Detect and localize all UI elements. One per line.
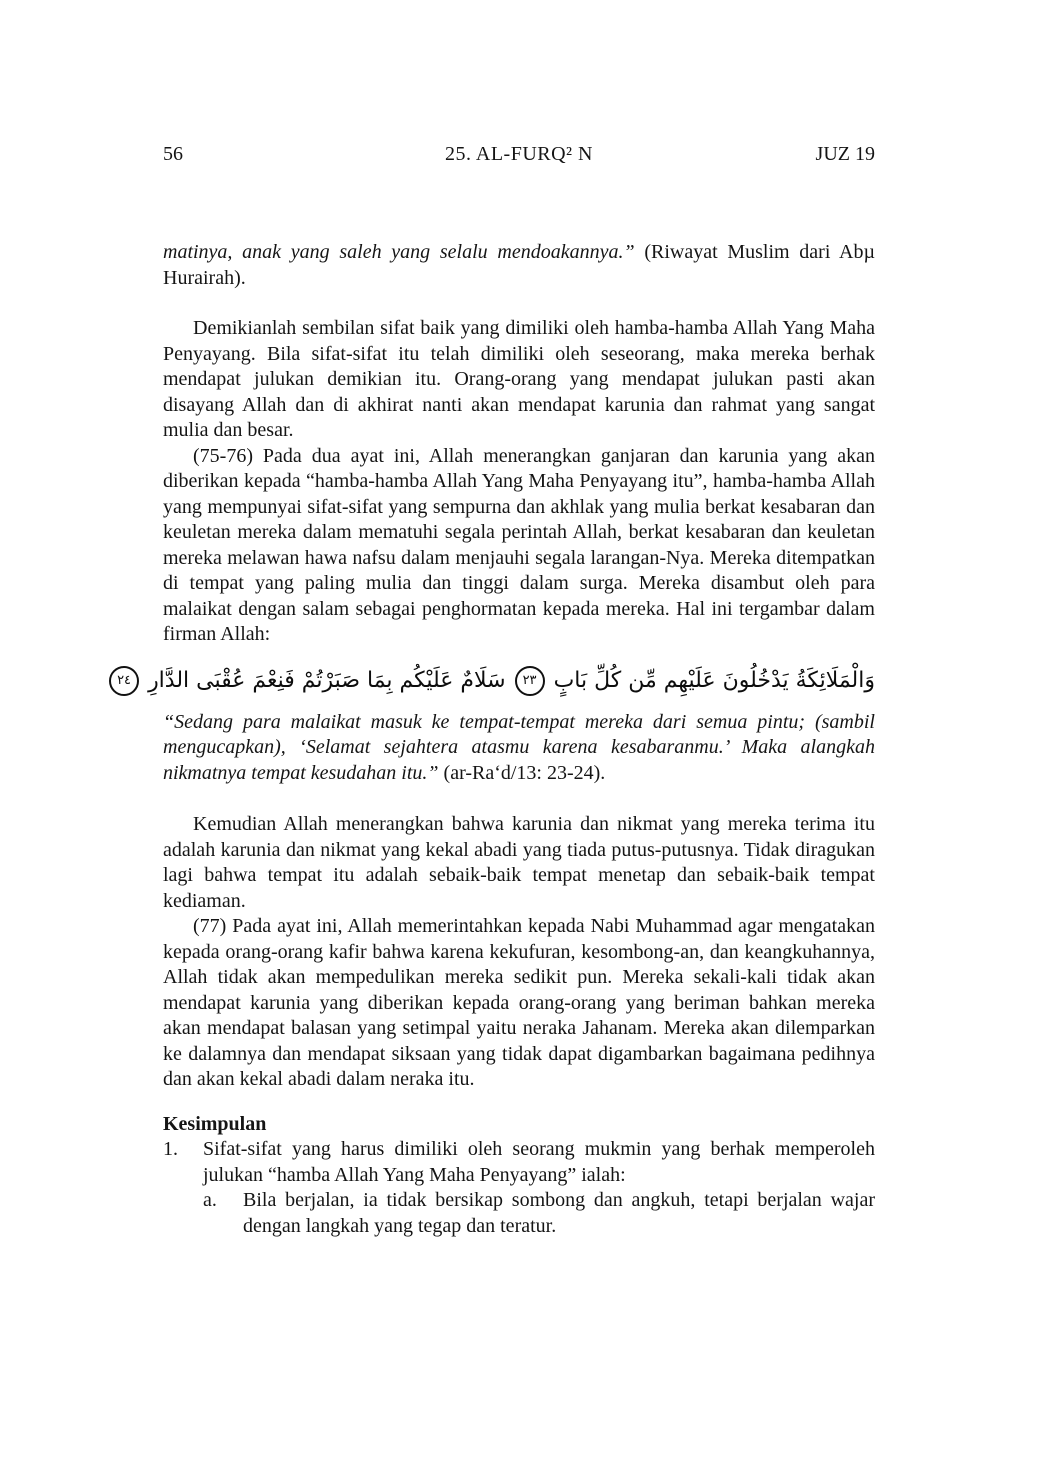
surah-title: 25. AL-FURQ² N xyxy=(444,143,593,165)
hadith-closing-paragraph xyxy=(163,240,875,291)
hadith-quote-italic: matinya, anak yang saleh yang selalu mendoakannya.” xyxy=(163,241,635,263)
kesimpulan-item-1a-text: Bila berjalan, ia tidak bersikap sombong dan angkuh, tetapi berjalan wajar dengan langkah yang tegap dan teratur. xyxy=(243,1189,875,1237)
kesimpulan-item-1a xyxy=(203,1188,875,1239)
hadith-source: (Riwayat Muslim dari Abµ Hurairah). xyxy=(163,241,875,289)
kesimpulan-heading: Kesimpulan xyxy=(163,1112,267,1135)
paragraph-demikianlah: Demikianlah sembilan sifat baik yang dimiliki oleh hamba-hamba Allah Yang Maha Penyayang. Bila sifat-sifat itu telah dimiliki oleh seseorang, maka mereka berhak mendapat julukan demikian itu. Orang-orang yang mendapat julukan pasti akan disayang Allah dan di akhirat nanti akan mendapat karunia dan rahmat yang sangat mulia dan besar. xyxy=(163,317,875,441)
kesimpulan-item-1a-marker: a. xyxy=(203,1189,217,1211)
kesimpulan-item-1 xyxy=(163,1137,875,1239)
ayat-23-number-circle: ٢٣ xyxy=(515,666,545,696)
arabic-ayat-24-text: سَلَامٌ عَلَيْكُم بِمَا صَبَرْتُمْ فَنِعْمَ عُقْبَى الدَّارِ xyxy=(148,667,506,693)
verse-translation-paragraph xyxy=(163,710,875,787)
paragraph-ayat-75-76: (75-76) Pada dua ayat ini, Allah menerangkan ganjaran dan karunia yang akan diberikan kepada “hamba-hamba Allah Yang Maha Penyayang itu”, hamba-hamba Allah yang mempunyai sifat-sifat yang sempurna dan akhlak yang mulia berkat kesabaran dan keuletan mereka dalam mematuhi segala perintah Allah, berkat kesabaran dan keuletan mereka melawan hawa nafsu dalam menjauhi segala larangan-Nya. Mereka ditempatkan di tempat yang paling mulia dan tinggi dalam surga. Mereka disambut oleh para malaikat dengan salam sebagai penghormatan kepada mereka. Hal ini tergambar dalam firman Allah: xyxy=(163,444,875,645)
translation-reference: (ar-Ra‘d/13: 23-24). xyxy=(438,761,606,784)
ayat-24-number-circle: ٢٤ xyxy=(109,666,139,696)
translation-italic: “Sedang para malaikat masuk ke tempat-tempat mereka dari semua pintu; (sambil mengucapkan), ‘Selamat sejahtera atasmu karena kesabaranmu.’ Maka alangkah nikmatnya tempat kesudahan itu.” xyxy=(163,710,875,784)
kesimpulan-item-1-text: Sifat-sifat yang harus dimiliki oleh seorang mukmin yang berhak memperoleh julukan “hamba Allah Yang Maha Penyayang” ialah: xyxy=(203,1138,875,1186)
paragraph-ayat-77: (77) Pada ayat ini, Allah memerintahkan kepada Nabi Muhammad agar mengatakan kepada orang-orang kafir bahwa karena kekufuran, kesombong-an, dan keangkuhannya, Allah tidak akan mempedulikan mereka sedikit pun. Mereka sekali-kali tidak akan mendapat karunia yang diberikan kepada orang-orang yang beriman bahkan mereka akan mendapat balasan yang setimpal yaitu neraka Jahanam. Mereka akan dilemparkan ke dalamnya dan mendapat siksaan yang tidak dapat digambarkan bagaimana pedihnya dan akan kekal abadi dalam neraka itu. xyxy=(163,915,875,1090)
quran-verse-arabic xyxy=(117,666,875,696)
kesimpulan-item-1-marker: 1. xyxy=(163,1138,178,1160)
paragraph-kemudian: Kemudian Allah menerangkan bahwa karunia dan nikmat yang mereka terima itu adalah karunia dan nikmat yang kekal abadi yang tiada putus-putusnya. Tidak diragukan lagi bahwa tempat itu adalah sebaik-baik tempat menetap dan sebaik-baik tempat kediaman. xyxy=(163,813,875,912)
page-header xyxy=(163,142,875,166)
page-number: 56 xyxy=(163,143,183,165)
arabic-ayat-23-text: وَالْمَلَائِكَةُ يَدْخُلُونَ عَلَيْهِم مِّن كُلِّ بَابٍ xyxy=(553,667,875,693)
juz-label: JUZ 19 xyxy=(815,143,875,165)
